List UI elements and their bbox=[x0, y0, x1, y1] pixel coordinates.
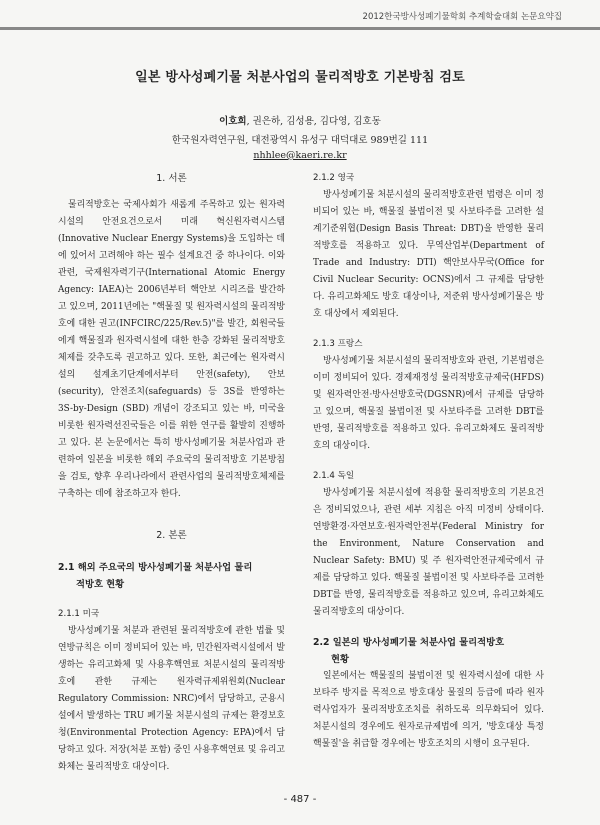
header-rule bbox=[0, 27, 600, 30]
email-link[interactable]: nhhlee@kaeri.re.kr bbox=[253, 150, 347, 161]
section-2-1-3-paragraph: 방사성폐기물 처분시설의 물리적방호와 관련, 기본법령은 이미 정비되어 있다. 경제재정성 물리적방호규제국(HFDS) 및 원자력안전·방사선방호국(DGSNR)에서 규제를 담당하고 있으며, 핵물질 불법이전 및 사보타주를 고려한 DBT를 반영, 물리적방호를 적용하고 있다. 유리고화체도 물리적방호의 대상이다. bbox=[313, 356, 544, 451]
section-2-1-2-heading: 2.1.2 영국 bbox=[313, 173, 355, 183]
section-2-1-2-paragraph: 방사성폐기물 처분시설의 물리적방호관련 법령은 이미 정비되어 있는 바, 핵물질 불법이전 및 사보타주를 고려한 설계기준위협(Design Basis Threat: DBT)을 반영한 물리적방호를 적용하고 있다. 무역산업부(Department of Trade and Industry: DTI) 핵안보사무국(Office for Civil Nuclear Security: OCNS)에서 그 규제를 담당한다. 유리고화체도 방호 대상이나, 저준위 방사성폐기물은 방호 대상에서 제외된다. bbox=[313, 190, 544, 319]
co-authors: , 권은하, 김성용, 김다영, 김호동 bbox=[246, 116, 381, 127]
right-column bbox=[313, 170, 544, 753]
left-column bbox=[58, 170, 285, 776]
lead-author: 이호희 bbox=[219, 116, 247, 127]
affiliation: 한국원자력연구원, 대전광역시 유성구 대덕대로 989번길 111 bbox=[171, 135, 429, 146]
section-2-2-heading bbox=[313, 634, 544, 668]
section-2-2-heading-line2: 현황 bbox=[331, 654, 349, 665]
conference-header: 2012한국방사성폐기물학회 추계학술대회 논문요약집 bbox=[362, 12, 562, 22]
section-1-paragraph: 물리적방호는 국제사회가 새롭게 주목하고 있는 원자력시설의 안전요건으로서 미래 혁신원자력시스템(Innovative Nuclear Energy Systems)을 도입하는 데에 있어서 고려해야 하는 필수 설계요건 중 하나이다. 이와 관련, 국제원자력기구(International Atomic Energy Agency: IAEA)는 2006년부터 핵안보 시리즈를 발간하고 있으며, 2011년에는 "핵물질 및 원자력시설의 물리적방호에 대한 권고(INFCIRC/225/Rev.5)"를 발간, 회원국들에게 핵물질과 원자력시설에 대한 한층 강화된 물리적방호체제를 갖추도록 권고하고 있다. 또한, 최근에는 원자력시설의 설계초기단계에서부터 안전(safety), 안보(security), 안전조치(safeguards) 등 3S를 반영하는 3S-by-Design (SBD) 개념이 강조되고 있는 바, 미국을 비롯한 원자력선진국들은 이를 위한 연구를 활발히 진행하고 있다. 본 논문에서는 특히 방사성폐기물 처분사업과 관련하여 일본을 비롯한 해외 주요국의 물리적방호 기본방침을 검토, 향후 우리나라에서 관련사업의 물리적방호체제를 구축하는 데에 참조하고자 한다. bbox=[58, 200, 285, 499]
title-block bbox=[0, 66, 600, 161]
email bbox=[0, 150, 600, 161]
section-2-1-heading-line1: 2.1 해외 주요국의 방사성폐기물 처분사업 물리 bbox=[58, 562, 253, 573]
section-1-heading: 1. 서론 bbox=[156, 173, 187, 184]
section-2-1-heading-line2: 적방호 현황 bbox=[76, 579, 125, 590]
section-2-heading: 2. 본론 bbox=[156, 530, 187, 541]
section-2-1-4-paragraph: 방사성폐기물 처분시설에 적용할 물리적방호의 기본요건은 정비되었으나, 관련 세부 지침은 아직 미정비 상태이다. 연방환경·자연보호·원자력안전부(Federal Ministry for the Environment, Nature Conservation and Nuclear Safety: BMU) 및 주 원자력안전규제국에서 규제를 담당하고 있다. 핵물질 불법이전 및 사보타주를 고려한 DBT를 반영, 물리적방호를 적용하고 있으며, 유리고화체도 물리적방호의 대상이다. bbox=[313, 488, 544, 617]
section-2-1-heading bbox=[58, 559, 285, 593]
section-2-2-paragraph: 일본에서는 핵물질의 불법이전 및 원자력시설에 대한 사보타주 방지를 목적으로 방호대상 물질의 등급에 따라 원자력사업자가 물리적방호조치를 취하도록 의무화되어 있다. 처분시설의 경우에도 원자로규제법에 의거, '방호대상 특정 핵물질'을 취급할 경우에는 방호조치의 시행이 요구된다. bbox=[313, 671, 544, 749]
section-2-2-heading-line1: 2.2 일본의 방사성폐기물 처분사업 물리적방호 bbox=[313, 637, 505, 648]
paper-title: 일본 방사성폐기물 처분사업의 물리적방호 기본방침 검토 bbox=[135, 70, 465, 85]
section-2-1-1-heading: 2.1.1 미국 bbox=[58, 609, 100, 619]
page-number: - 487 - bbox=[283, 794, 317, 805]
section-2-1-1-paragraph: 방사성폐기물 처분과 관련된 물리적방호에 관한 법률 및 연방규칙은 이미 정비되어 있는 바, 민간원자력시설에서 발생하는 유리고화체 및 사용후핵연료 처분시설의 물리적방호에 관한 규제는 원자력규제위원회(Nuclear Regulatory Commission: NRC)에서 담당하고, 군용시설에서 발생하는 TRU 폐기물 처분시설의 규제는 환경보호청(Environmental Protection Agency: EPA)에서 담당하고 있다. 저장(처분 포함) 중인 사용후핵연료 및 유리고화체는 물리적방호 대상이다. bbox=[58, 626, 285, 772]
section-2-1-3-heading: 2.1.3 프랑스 bbox=[313, 339, 363, 349]
section-2-1-4-heading: 2.1.4 독일 bbox=[313, 471, 355, 481]
authors bbox=[0, 113, 600, 127]
